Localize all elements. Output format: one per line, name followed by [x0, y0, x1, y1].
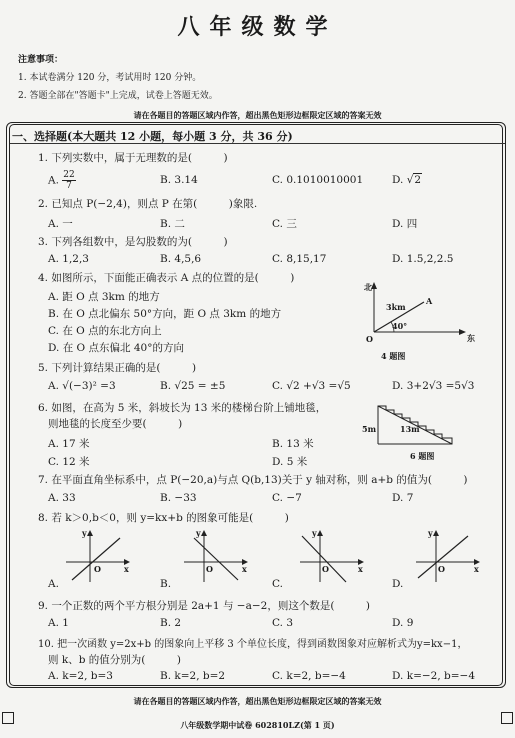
q6-option-a: A. 17 米 [48, 438, 90, 450]
q4-option-c: C. 在 O 点的东北方向上 [48, 325, 162, 337]
q6-option-c: C. 12 米 [48, 456, 90, 468]
q6-option-d: D. 5 米 [272, 456, 308, 468]
question-6-line-2: 则地毯的长度至少要( ) [48, 418, 183, 430]
question-5: 5. 下列计算结果正确的是( ) [38, 362, 197, 374]
q8d-origin-label: O [438, 564, 445, 574]
q8-option-c: C. [272, 578, 283, 590]
q1-option-d: D. √2 [392, 174, 422, 186]
q8-option-b: B. [160, 578, 172, 590]
q5-option-a: A. √(−3)² =3 [48, 380, 116, 392]
q8-option-a: A. [48, 578, 59, 590]
q3-option-b: B. 4,5,6 [160, 253, 202, 265]
q1-denominator: 7 [66, 181, 72, 191]
q8c-y-label: y [312, 528, 317, 538]
page-title: 八年级数学 [177, 14, 338, 40]
note-1: 1. 本试卷满分 120 分，考试用时 120 分钟。 [18, 73, 202, 83]
q2-option-a: A. 一 [48, 218, 73, 230]
q3-option-a: A. 1,2,3 [48, 253, 89, 265]
q8-graph-c [296, 530, 366, 585]
q4-option-a: A. 距 O 点 3km 的地方 [48, 291, 160, 303]
q2-option-c: C. 三 [272, 218, 297, 230]
q4-option-d: D. 在 O 点东偏北 40°的方向 [48, 342, 184, 354]
question-10: 10. 把一次函数 y=2x+b 的图象向上平移 3 个单位长度，得到函数图象对应解析式为y=kx−1， [38, 639, 468, 650]
q9-option-d: D. 9 [392, 617, 414, 629]
q1-option-a-label: A. [48, 174, 59, 187]
question-10-line-2: 则 k、b 的值分别为( ) [48, 654, 181, 666]
q4-angle-label: 40° [392, 321, 408, 331]
q4-origin-label: O [366, 334, 373, 344]
q1-option-b: B. 3.14 [160, 174, 198, 186]
section-divider [10, 143, 505, 144]
question-4: 4. 如图所示，下面能正确表示 A 点的位置的是( ) [38, 272, 295, 284]
page-footer: 八年级数学期中试卷 602810LZ(第 1 页) [180, 720, 335, 730]
banner-bottom: 请在各题目的答题区域内作答，超出黑色矩形边框限定区域的答案无效 [133, 696, 382, 706]
q3-option-c: C. 8,15,17 [272, 253, 327, 265]
q5-option-d: D. 3+2√3 =5√3 [392, 380, 475, 392]
q7-option-d: D. 7 [392, 492, 414, 504]
question-7: 7. 在平面直角坐标系中，点 P(−20,a)与点 Q(b,13)关于 y 轴对称，则 a+b 的值为( ) [38, 474, 468, 486]
notes-title: 注意事项： [18, 55, 64, 65]
q3-option-d: D. 1.5,2,2.5 [392, 253, 454, 265]
q9-option-a: A. 1 [48, 617, 69, 629]
q1-option-c: C. 0.1010010001 [272, 174, 364, 186]
question-8: 8. 若 k＞0,b＜0，则 y=kx+b 的图象可能是( ) [38, 512, 289, 524]
q6-caption: 6 题图 [410, 451, 435, 461]
q10-option-d: D. k=−2, b=−4 [392, 670, 476, 682]
q4-option-b: B. 在 O 点北偏东 50°方向，距 O 点 3km 的地方 [48, 308, 282, 320]
q6-option-b: B. 13 米 [272, 438, 314, 450]
q10-option-b: B. k=2, b=2 [160, 670, 226, 682]
q10-option-a: A. k=2, b=3 [48, 670, 113, 682]
q8c-x-label: x [358, 564, 363, 574]
q2-option-d: D. 四 [392, 218, 418, 230]
q2-option-b: B. 二 [160, 218, 185, 230]
question-2: 2. 已知点 P(−2,4)，则点 P 在第( )象限. [38, 198, 258, 210]
question-3: 3. 下列各组数中，是勾股数的为( ) [38, 236, 228, 248]
q4-caption: 4 题图 [381, 351, 406, 361]
q4-point-label: A [426, 296, 433, 306]
q7-option-c: C. −7 [272, 492, 302, 504]
q9-option-c: C. 3 [272, 617, 294, 629]
q10-option-c: C. k=2, b=−4 [272, 670, 346, 682]
q8-option-d: D. [392, 578, 404, 590]
q8a-x-label: x [124, 564, 129, 574]
note-2: 2. 答题全部在"答题卡"上完成，试卷上答题无效。 [18, 91, 218, 101]
q1-fraction [62, 170, 75, 191]
q4-distance-label: 3km [386, 302, 406, 312]
q6-height-label: 5m [362, 424, 377, 434]
q5-option-b: B. √25 = ±5 [160, 380, 226, 392]
q8-graph-a [62, 530, 132, 585]
q8b-x-label: x [242, 564, 247, 574]
q9-option-b: B. 2 [160, 617, 182, 629]
q1-radicand: 2 [414, 174, 422, 186]
q8c-origin-label: O [322, 564, 329, 574]
q7-option-a: A. 33 [48, 492, 76, 504]
question-9: 9. 一个正数的两个平方根分别是 2a+1 与 −a−2，则这个数是( ) [38, 600, 371, 612]
question-1: 1. 下列实数中，属于无理数的是( ) [38, 152, 228, 164]
q7-option-b: B. −33 [160, 492, 197, 504]
question-6: 6. 如图，在高为 5 米，斜坡长为 13 米的楼梯台阶上铺地毯， [38, 402, 327, 414]
q4-east-label: 东 [467, 333, 475, 343]
q6-figure [376, 404, 472, 448]
q8-graph-d [412, 530, 482, 585]
banner-top: 请在各题目的答题区域内作答，超出黑色矩形边框限定区域的答案无效 [133, 110, 382, 120]
q8a-origin-label: O [94, 564, 101, 574]
q1-option-d-label: D. [392, 174, 404, 186]
q6-slope-label: 13m [400, 424, 420, 434]
q1-option-a [48, 170, 76, 191]
q5-option-c: C. √2 +√3 =√5 [272, 380, 351, 392]
q8a-y-label: y [82, 528, 87, 538]
q8d-x-label: x [474, 564, 479, 574]
section-title: 一、选择题(本大题共 12 小题，每小题 3 分，共 36 分) [12, 130, 293, 143]
q8d-y-label: y [428, 528, 433, 538]
q8b-origin-label: O [206, 564, 213, 574]
q4-north-label: 北 [364, 282, 372, 292]
q4-figure [362, 282, 472, 352]
q1-numerator: 22 [63, 170, 75, 180]
q8b-y-label: y [196, 528, 201, 538]
q8-graph-b [180, 530, 250, 585]
